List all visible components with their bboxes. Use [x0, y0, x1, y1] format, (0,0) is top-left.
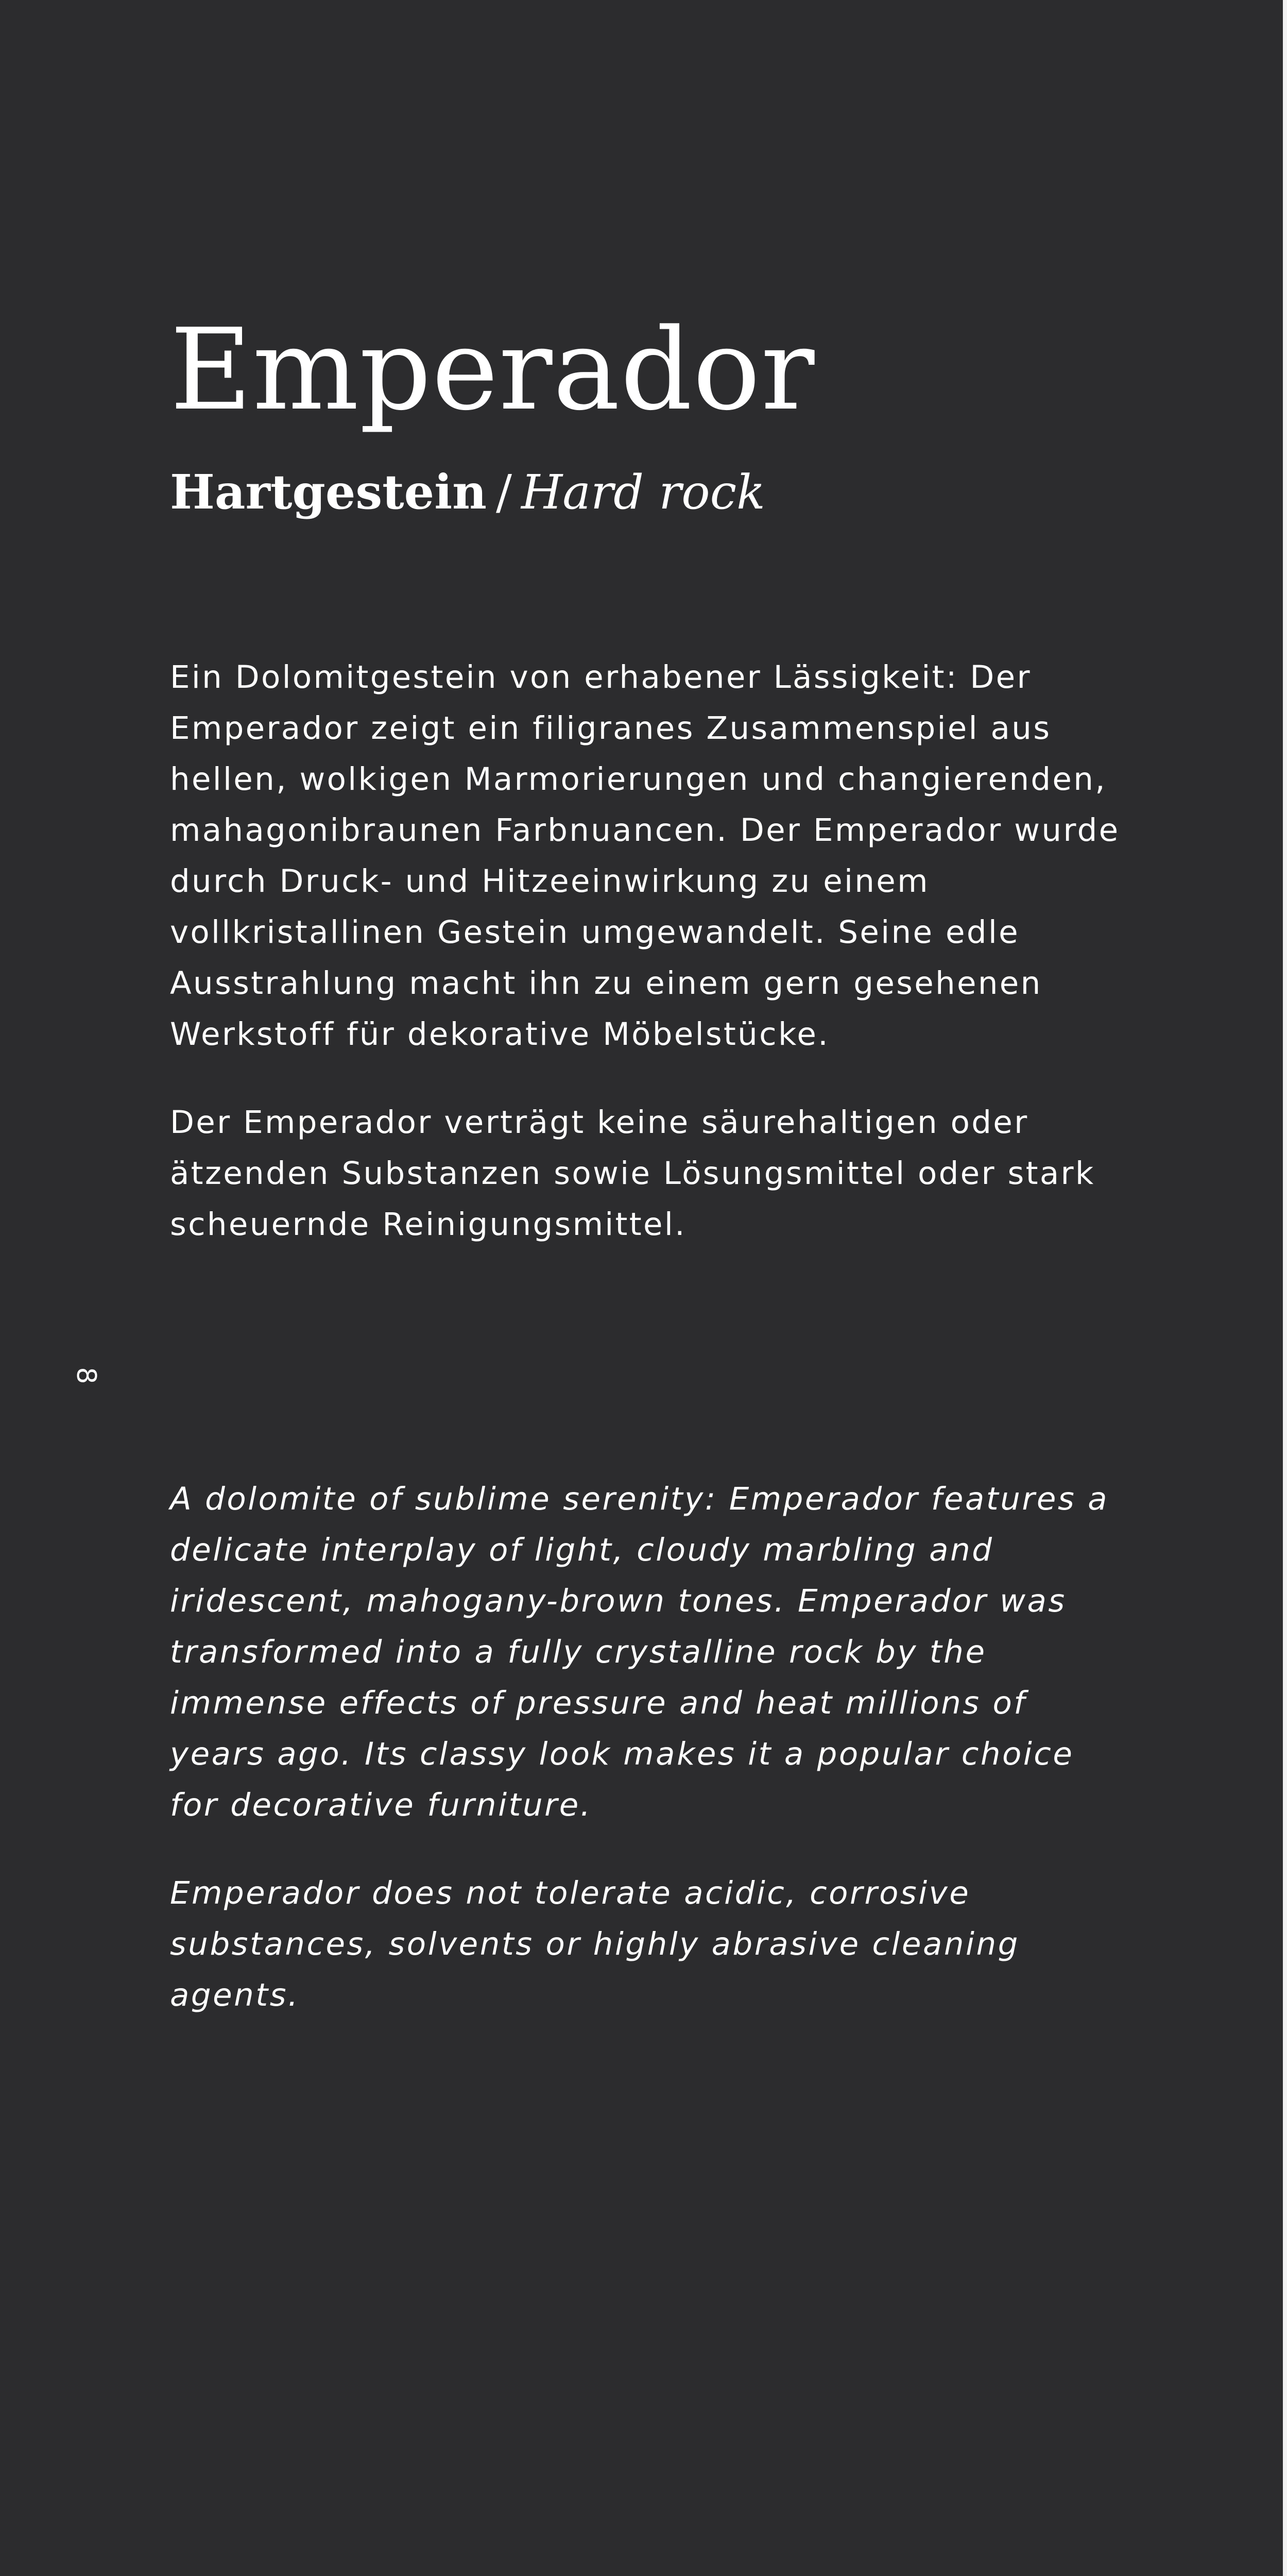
english-paragraph-1: A dolomite of sublime serenity: Emperador features a delicate interplay of light, cloudy marbling and iridescent, mahogany-brown tones. Emperador was transformed into a fully crystalline rock by the immense effects of pressure and heat millions of years ago. Its classy look makes it a popular choice for decorative furniture.	[170, 1481, 1109, 1823]
subtitle-separator: /	[496, 465, 512, 520]
english-description	[170, 1473, 1128, 2021]
page-title: Emperador	[170, 305, 815, 435]
german-description	[170, 652, 1128, 1250]
english-paragraph-2: Emperador does not tolerate acidic, corrosive substances, solvents or highly abrasive cleaning agents.	[170, 1875, 1020, 2013]
page-subtitle	[170, 464, 765, 521]
page-number: 8	[71, 1367, 101, 1384]
subtitle-english: Hard rock	[521, 465, 765, 520]
german-paragraph-1: Ein Dolomitgestein von erhabener Lässigkeit: Der Emperador zeigt ein filigranes Zusammenspiel aus hellen, wolkigen Marmorierungen und changierenden, mahagonibraunen Farbnuancen. Der Emperador wurde durch Druck- und Hitzeeinwirkung zu einem vollkristallinen Gestein umgewandelt. Seine edle Ausstrahlung macht ihn zu einem gern gesehenen Werkstoff für dekorative Möbelstücke.	[170, 659, 1120, 1053]
page-edge	[1283, 0, 1287, 2576]
subtitle-german: Hartgestein	[170, 464, 487, 520]
german-paragraph-2: Der Emperador verträgt keine säurehaltigen oder ätzenden Substanzen sowie Lösungsmittel oder stark scheuernde Reinigungsmittel.	[170, 1104, 1095, 1243]
